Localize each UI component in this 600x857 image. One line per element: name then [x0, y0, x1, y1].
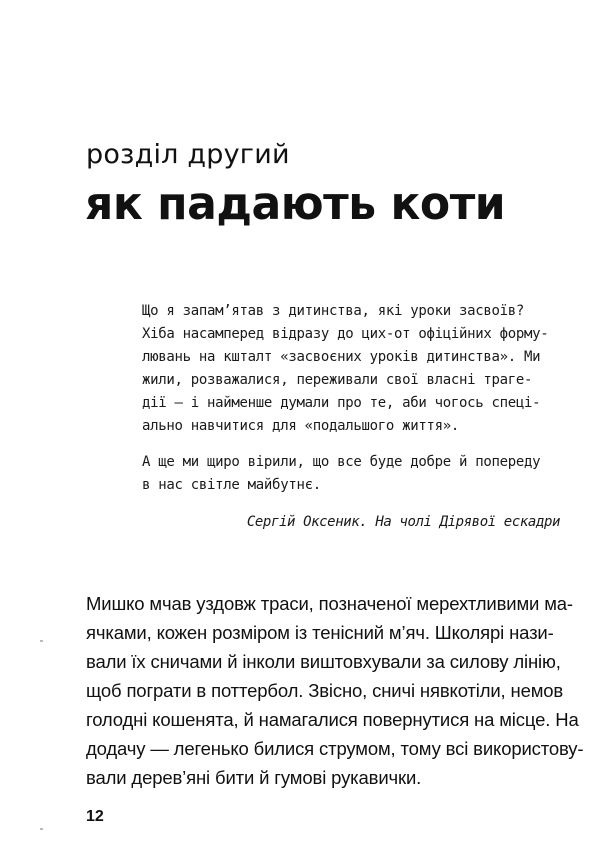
- body-line: голодні кошенята, й намагалися повернутися на місце. На: [86, 709, 579, 730]
- epigraph-line: ально навчитися для «подальшого життя».: [142, 418, 460, 434]
- epigraph-line: дії — і найменше думали про те, аби чогось спеці-: [142, 395, 541, 411]
- epigraph-line: в нас світле майбутнє.: [142, 477, 321, 493]
- epigraph-line: лювань на кшталт «засвоєних уроків дитинства». Ми: [142, 349, 541, 365]
- epigraph-line: Що я запам’ятав з дитинства, які уроки засвоїв?: [142, 303, 525, 319]
- chapter-title: як падають коти: [85, 177, 506, 230]
- body-line: вали їх сничами й інколи виштовхували за силову лінію,: [86, 651, 561, 672]
- chapter-label: розділ другий: [86, 139, 290, 170]
- epigraph-paragraph-1: [142, 300, 562, 438]
- body-line: ячками, кожен розміром із тенісний м’яч. Школярі нази-: [86, 622, 554, 643]
- margin-mark: [40, 640, 43, 642]
- page-number: 12: [86, 808, 104, 825]
- body-line: вали дерев’яні бити й гумові рукавички.: [86, 767, 422, 788]
- epigraph: [142, 300, 562, 497]
- body-line: Мишко мчав уздовж траси, позначеної мерехтливими ма-: [86, 593, 573, 614]
- epigraph-paragraph-2: [142, 451, 562, 497]
- epigraph-line: А ще ми щиро вірили, що все буде добре й попереду: [142, 454, 541, 470]
- body-line: щоб пограти в поттербол. Звісно, сничі нявкотіли, немов: [86, 680, 564, 701]
- epigraph-line: Хіба насамперед відразу до цих-от офіційних форму-: [142, 326, 549, 342]
- body-paragraph: [86, 589, 584, 792]
- margin-mark: [40, 828, 43, 830]
- epigraph-line: жили, розважалися, переживали свої власні траге-: [142, 372, 533, 388]
- body-line: додачу — легенько билися струмом, тому всі використову-: [86, 738, 584, 759]
- epigraph-attribution: Сергій Оксеник. На чолі Дірявої ескадри: [246, 514, 560, 530]
